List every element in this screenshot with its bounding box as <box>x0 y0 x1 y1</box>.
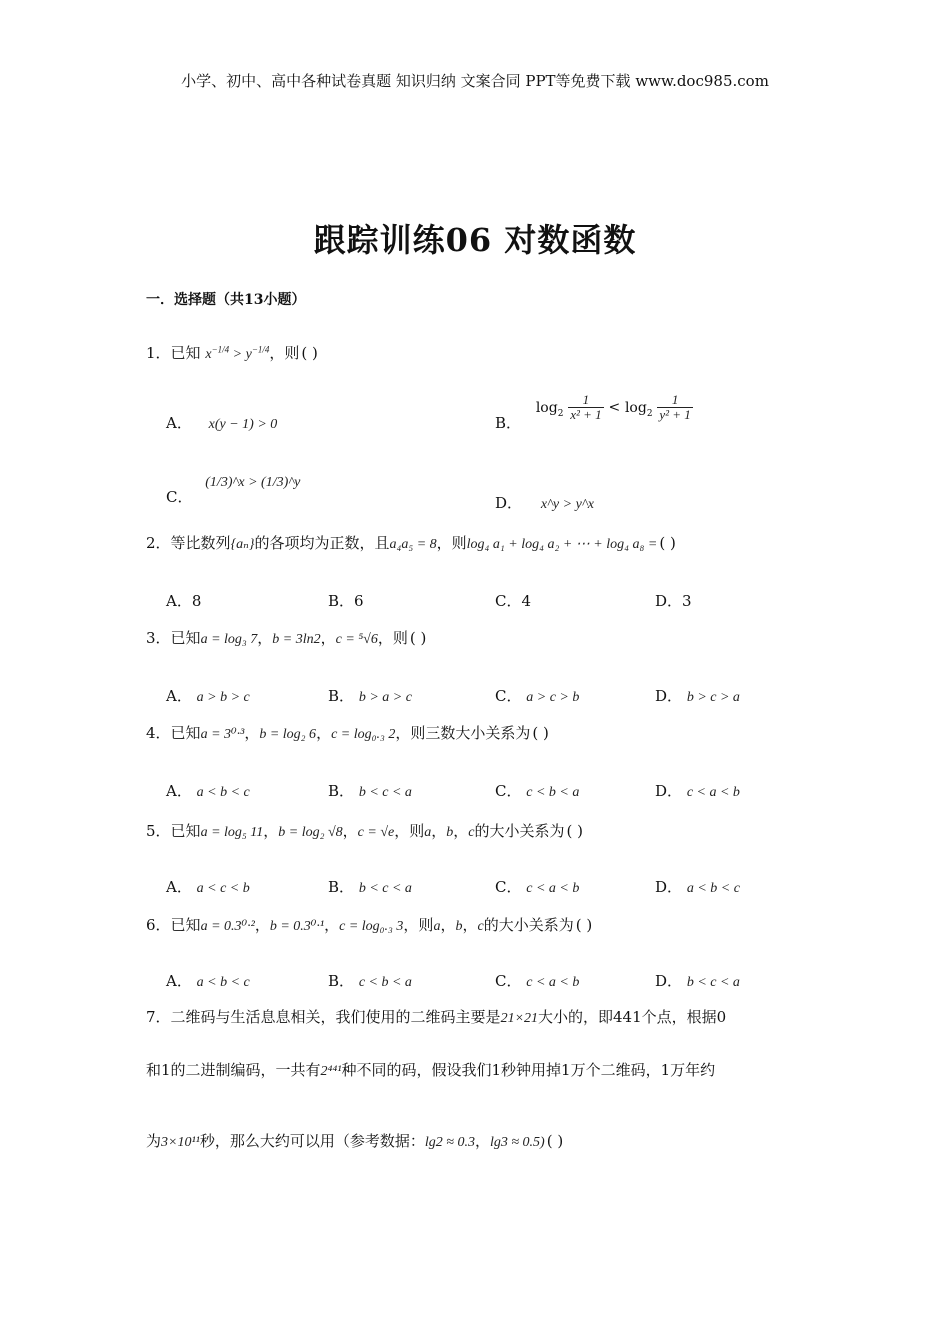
q4-option-c[interactable]: C． c < b < a <box>495 782 580 800</box>
q4-option-a[interactable]: A． a < b < c <box>166 782 250 800</box>
q5-option-d[interactable]: D． a < b < c <box>655 878 740 896</box>
q3-option-b[interactable]: B． b > a > c <box>328 687 412 705</box>
question-1: 1．已知 $x^{-1/4} > y^{-1/4}$，则 ( ) <box>146 344 318 362</box>
q1-option-d[interactable]: D． x^y > y^x <box>495 494 594 512</box>
q5-option-c[interactable]: C． c < a < b <box>495 878 580 896</box>
q1-option-c[interactable]: C． (1/3)^x > (1/3)^y <box>166 475 301 506</box>
q5-option-b[interactable]: B． b < c < a <box>328 878 412 896</box>
q2-option-c[interactable]: C．4 <box>495 592 532 610</box>
q2-option-b[interactable]: B．6 <box>328 592 364 610</box>
q2-option-d[interactable]: D．3 <box>655 592 692 610</box>
question-5: 5．已知a = log₅ 11，b = log₂ √8，c = √e，则a，b，c的大小关系为 ( ) <box>146 822 583 840</box>
q1-option-b[interactable]: B． $\log_2$ $\frac{1}{\text{x² + 1}}$ < $\log_2$ $\frac{1}{\text{y² + 1}}$ <box>495 392 691 432</box>
q4-option-b[interactable]: B． b < c < a <box>328 782 412 800</box>
question-7-line-3: 为3×10¹¹秒，那么大约可以用（参考数据：lg2 ≈ 0.3，lg3 ≈ 0.5) ( ) <box>146 1132 564 1150</box>
q6-option-c[interactable]: C． c < a < b <box>495 972 580 990</box>
q5-option-a[interactable]: A． a < c < b <box>166 878 250 896</box>
question-7-line-1: 7．二维码与生活息息相关，我们使用的二维码主要是21×21大小的，即441个点，根据0 <box>146 1008 727 1026</box>
q6-option-d[interactable]: D． b < c < a <box>655 972 740 990</box>
question-3: 3．已知a = log₃ 7，b = 3ln2，c = ⁵√6，则 ( ) <box>146 629 427 647</box>
page-title: 跟踪训练06 对数函数 <box>313 221 637 259</box>
q1-option-a[interactable]: A． x(y − 1) > 0 <box>166 414 278 432</box>
q6-option-b[interactable]: B． c < b < a <box>328 972 412 990</box>
section-heading: 一．选择题（共13小题） <box>146 292 306 308</box>
q3-option-a[interactable]: A． a > b > c <box>166 687 250 705</box>
q2-option-a[interactable]: A．8 <box>166 592 202 610</box>
q6-option-a[interactable]: A． a < b < c <box>166 972 250 990</box>
q3-option-c[interactable]: C． a > c > b <box>495 687 580 705</box>
question-7-line-2: 和1的二进制编码，一共有2⁴⁴¹种不同的码，假设我们1秒钟用掉1万个二维码，1万年约 <box>146 1061 716 1079</box>
q3-option-d[interactable]: D． b > c > a <box>655 687 740 705</box>
question-2: 2．等比数列{aₙ}的各项均为正数，且a₄a₅ = 8，则log₄ a₁ + log₄ a₂ + ⋯ + log₄ a₈ = ( ) <box>146 534 676 552</box>
question-6: 6．已知a = 0.3⁰·²，b = 0.3⁰·¹，c = log₀.₃ 3，则a，b，c的大小关系为 ( ) <box>146 916 593 934</box>
q1-condition: $x^{-1/4} > y^{-1/4}$ <box>205 344 270 362</box>
q4-option-d[interactable]: D． c < a < b <box>655 782 740 800</box>
page-header: 小学、初中、高中各种试卷真题 知识归纳 文案合同 PPT等免费下载 www.doc985.com <box>181 72 769 90</box>
question-4: 4．已知a = 3⁰·³，b = log₂ 6，c = log₀.₃ 2，则三数大小关系为 ( ) <box>146 724 549 742</box>
